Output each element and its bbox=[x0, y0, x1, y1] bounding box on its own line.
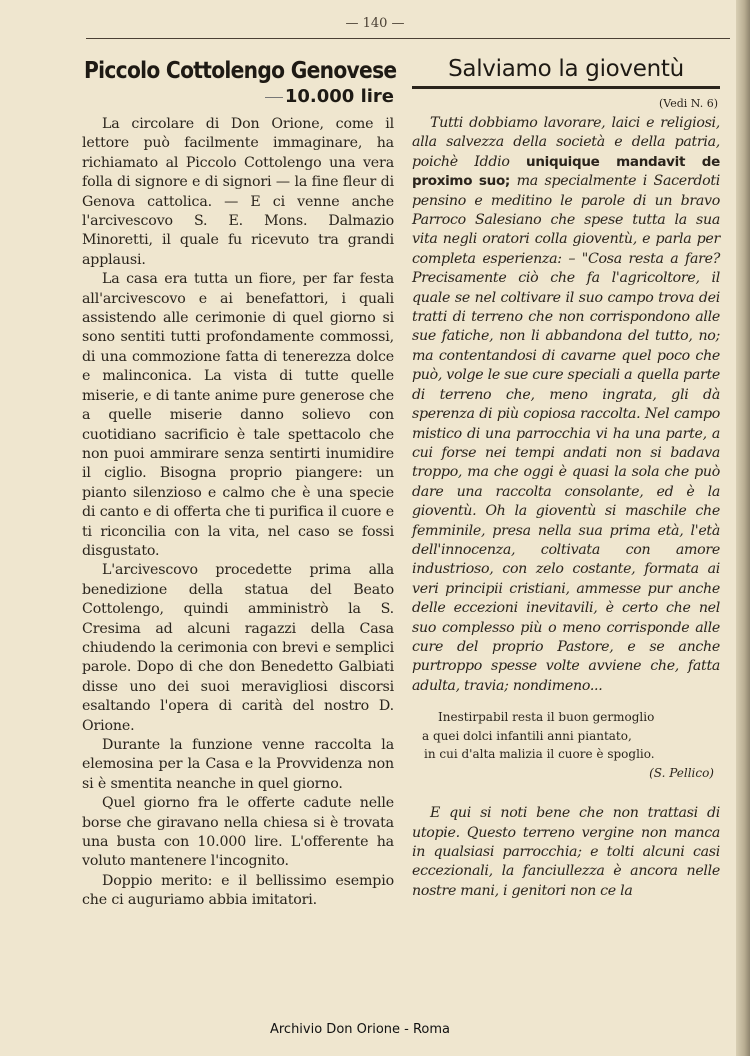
closing-paragraph: E qui si noti bene che non trattasi di utopie. Questo terreno vergine non manca in qualsiasi parrocchia; e tolti alcuni casi eccezionali, la fanciullezza è ancora nelle nostre mani, i genitori non ce la bbox=[412, 805, 720, 899]
paragraph: Quel giorno fra le offerte cadute nelle borse che giravano nella chiesa si è trovata una busta con 10.000 lire. L'offerente ha voluto mantenere l'incognito. bbox=[82, 795, 394, 870]
body-intro: Tutti dobbiamo lavorare, laici e religiosi, alla salvezza della società e della patria, poichè Iddio bbox=[412, 115, 720, 170]
archive-footer: Archivio Don Orione - Roma bbox=[269, 1022, 451, 1037]
paragraph: La circolare di Don Orione, come il lettore può facilmente immaginare, ha richiamato al Piccolo Cottolengo una vera folla di signore e di signori — la fine fleur di Genova cattolica. — E ci venne anche l'arcivescovo S. E. Mons. Dalmazio Minoretti, il quale fu ricevuto tra grandi applausi. bbox=[82, 116, 394, 268]
left-column bbox=[82, 56, 397, 911]
subtitle-text: 10.000 lire bbox=[284, 86, 394, 107]
article-title-cottolengo: Piccolo Cottolengo Genovese bbox=[84, 58, 397, 84]
body-main: ma specialmente i Sacerdoti pensino e meditino le parole di un bravo Parroco Salesiano che spese tutta la sua vita negli oratori colla gioventù, e parla per completa esperienza: – "Cosa resta a fare? Precisamente ciò che fa l'agricoltore, il quale se nel coltivare il suo campo trova dei tratti di terreno che non corrispondono alle sue fatiche, non li abbandona del tutto, no; ma contentandosi di cavarne quel poco che può, volge le sue cure speciali a quella parte di terreno che, meno ingrata, gli dà sperenza di più copiosa raccolta. Nel campo mistico di una parrocchia vi ha una parte, a cui forse nei tempi andati non si badava troppo, ma che oggi è quasi la sola che può dare una raccolta consolante, ed è la gioventù. Oh la gioventù si maschile che femminile, presa nella sua prima età, l'età dell'innocenza, coltivata con amore industrioso, con zelo costante, formata ai veri principii cristiani, ammesse pur anche delle eccezioni inevitavili, è certo che nel suo complesso più o meno corrisponde alle cure del proprio Pastore, e se anche purtroppo spesse volte avviene che, fatta adulta, travia; nondimeno... bbox=[412, 173, 720, 694]
header-rule bbox=[86, 38, 730, 39]
page-edge bbox=[736, 0, 750, 1056]
poem-line: a quei dolci infantili anni piantato, bbox=[422, 728, 632, 743]
spacer bbox=[412, 792, 720, 804]
paragraph: L'arcivescovo procedette prima alla benedizione della statua del Beato Cottolengo, quindi amministrò la S. Cresima ad alcuni ragazzi della Casa chiudendo la cerimonia con brevi e semplici parole. Dopo di che don Benedetto Galbiati disse uno dei suoi meravigliosi discorsi esaltando l'opera di carità del nostro D. Orione. bbox=[82, 562, 394, 734]
right-column bbox=[412, 56, 720, 901]
article-subtitle-amount bbox=[82, 86, 394, 107]
poem-author: (S. Pellico) bbox=[649, 765, 714, 780]
subtitle-dash bbox=[265, 97, 283, 98]
poem-line: Inestirpabil resta il buon germoglio bbox=[438, 710, 655, 725]
article-title-gioventu: Salviamo la gioventù bbox=[412, 56, 720, 89]
page-number: — 140 — bbox=[345, 16, 405, 31]
paragraph: La casa era tutta un fiore, per far festa all'arcivescovo e ai benefattori, i quali assistendo alle cerimonie di quel giorno si sono sentiti tutti profondamente commossi, di una commozione fatta di tenerezza dolce e malinconica. La vista di tutte quelle miserie, e di tante anime pure generose che a quelle miserie danno solievo con cuotidiano sacrificio è tale spettacolo che non puoi ammirare senza sentirti inumidire il ciglio. Bisogna proprio piangere: un pianto silenzioso e calmo che è una specie di canto e di offerta che ti purifica il cuore e ti riconcilia con la vita, nel caso se fossi disgustato. bbox=[82, 271, 394, 559]
poem-quote bbox=[422, 708, 720, 782]
paragraph: Doppio merito: e il bellissimo esempio che ci auguriamo abbia imitatori. bbox=[82, 872, 394, 909]
latin-emphasis: uniquique mandavit de proximo suo; bbox=[412, 153, 720, 190]
article-body bbox=[412, 114, 720, 696]
paragraph: Durante la funzione venne raccolta la elemosina per la Casa e la Provvidenza non si è smentita neanche in quel giorno. bbox=[82, 737, 394, 792]
poem-line: in cui d'alta malizia il cuore è spoglio. bbox=[424, 747, 655, 762]
reference-note: (Vedi N. 6) bbox=[659, 97, 718, 110]
